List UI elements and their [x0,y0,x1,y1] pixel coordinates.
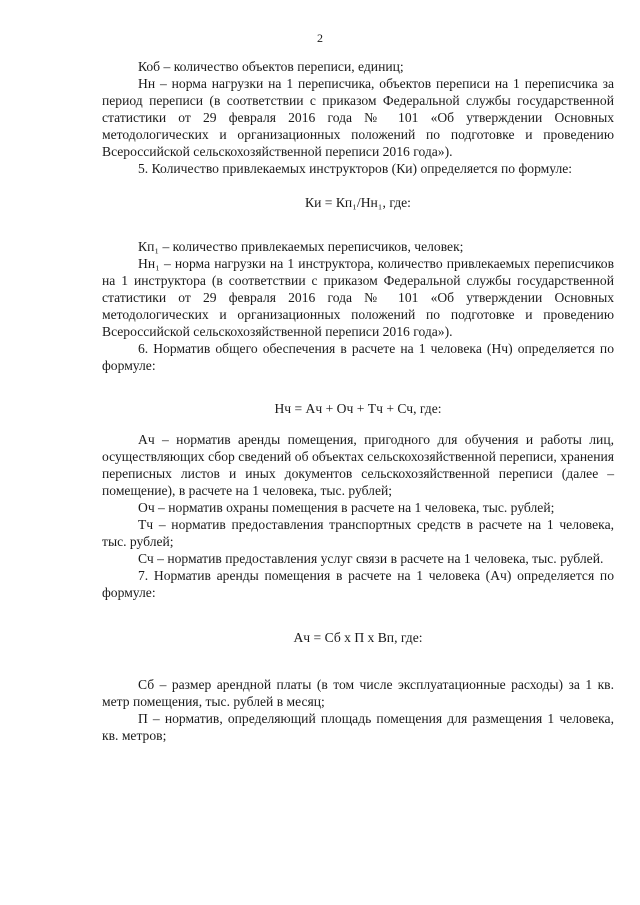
paragraph-item-5: 5. Количество привлекаемых инструкторов (Ки) определяется по формуле: [138,161,573,176]
paragraph-p: П – норматив, определяющий площадь помещения для размещения 1 человека, кв. метров; [102,711,614,743]
page-number: 2 [317,31,323,45]
paragraph-nn: Нн – норма нагрузки на 1 переписчика, объектов переписи на 1 переписчика за период переписи (в соответствии с приказом Федеральной службы государственной статистики от 29 февраля 2016 года № 101 «Об утверждении Основных методологических и организационных положений по подготовке и проведению Всероссийской сельскохозяйственной переписи 2016 года»). [102,76,614,159]
paragraph-ach: Ач – норматив аренды помещения, пригодного для обучения и работы лиц, осуществляющих сбор сведений об объектах сельскохозяйственной переписи, хранения переписных листов и иных документов сельскохозяйственной переписи (далее – помещение), в расчете на 1 человека, тыс. рублей; [102,432,614,498]
paragraph-item-6: 6. Норматив общего обеспечения в расчете на 1 человека (Нч) определяется по формуле: [102,341,614,373]
formula-ki: Ки = Кп₁/Нн₁, где: [305,195,411,210]
formula-nch: Нч = Ач + Оч + Тч + Сч, где: [274,401,442,416]
formula-ach: Ач = Сб х П х Вп, где: [293,630,423,645]
paragraph-tch: Тч – норматив предоставления транспортных средств в расчете на 1 человека, тыс. рублей; [102,517,614,549]
paragraph-och: Оч – норматив охраны помещения в расчете на 1 человека, тыс. рублей; [138,500,555,515]
paragraph-sch: Сч – норматив предоставления услуг связи в расчете на 1 человека, тыс. рублей. [138,551,604,566]
paragraph-kp1: Кп₁ – количество привлекаемых переписчиков, человек; [138,239,464,254]
document-body [102,58,614,744]
paragraph-nn1: Нн₁ – норма нагрузки на 1 инструктора, количество привлекаемых переписчиков на 1 инструктора (в соответствии с приказом Федеральной службы государственной статистики от 29 февраля 2016 года № 101 «Об утверждении Основных методологических и организационных положений по подготовке и проведению Всероссийской сельскохозяйственной переписи 2016 года»). [102,256,614,339]
paragraph-sb: Сб – размер арендной платы (в том числе эксплуатационные расходы) за 1 кв. метр помещения, тыс. рублей в месяц; [102,677,614,709]
paragraph-kob: Коб – количество объектов переписи, единиц; [138,59,404,74]
paragraph-item-7: 7. Норматив аренды помещения в расчете на 1 человека (Ач) определяется по формуле: [102,568,614,600]
